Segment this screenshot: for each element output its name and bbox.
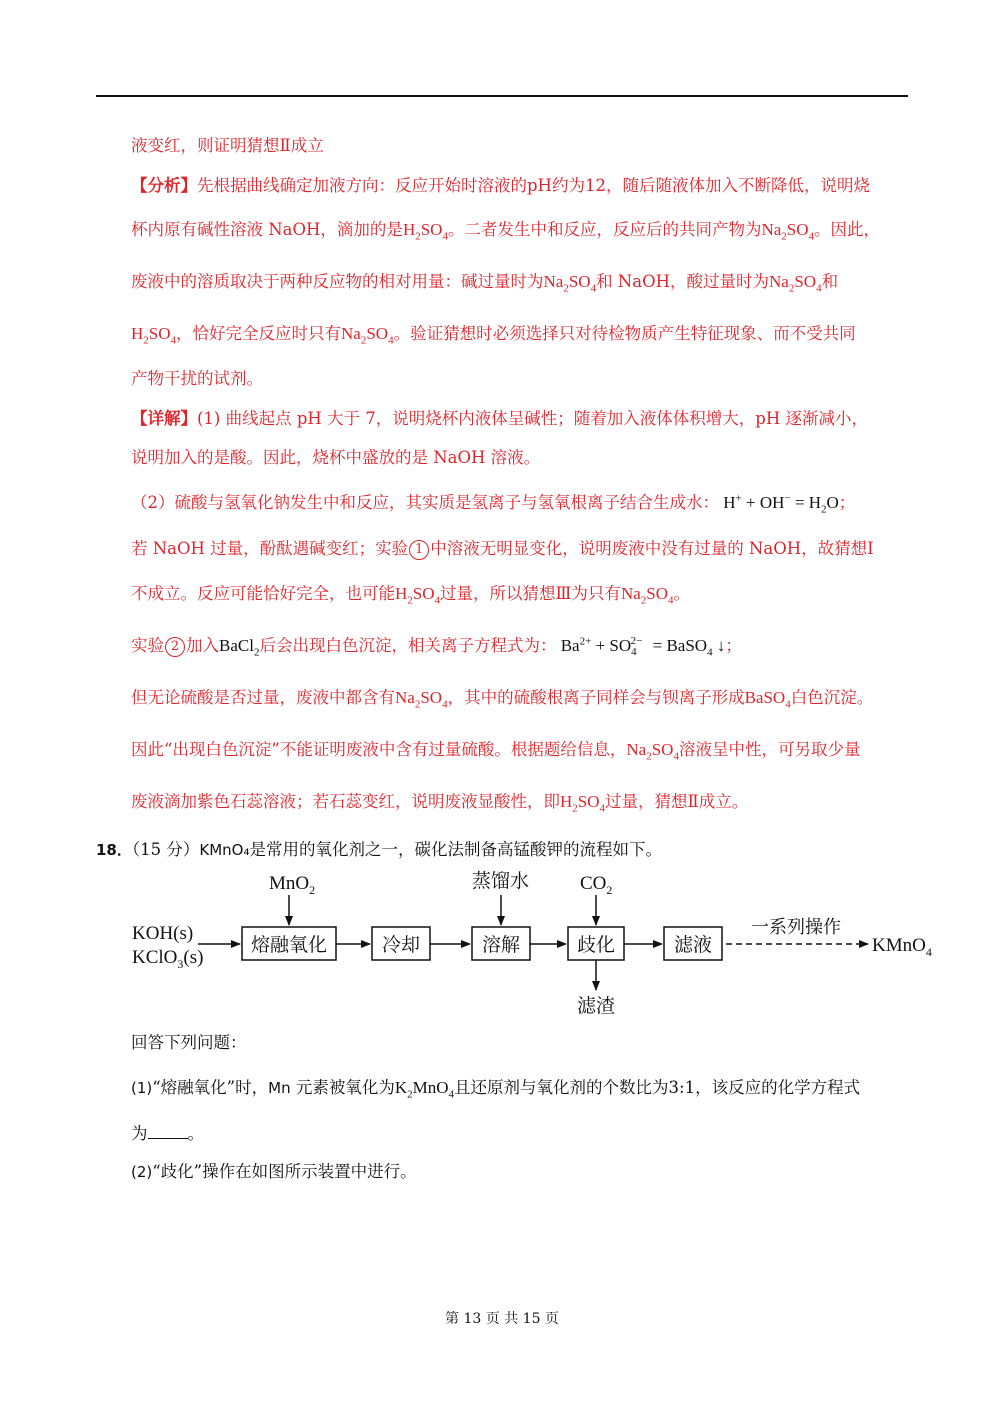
input-kclo3: KClO$_3$(s) bbox=[132, 947, 204, 971]
step-melt-oxidation: 熔融氧化 bbox=[250, 935, 328, 956]
step-cooling: 冷却 bbox=[381, 935, 421, 956]
detail-line-3: （2）硫酸与氢氧化钠发生中和反应，其实质是氢离子与氢氧根离子结合生成水： $H^+ + OH^- = H_2O$； bbox=[131, 492, 856, 516]
analysis-fx-line-1: 【分析】先根据曲线确定加液方向：反应开始时溶液的pH约为12，随后随液体加入不断降低，说明烧 bbox=[131, 176, 870, 195]
input-mno2: MnO$_2$ bbox=[269, 873, 316, 897]
page-footer: 第 13 页 共 15 页 bbox=[445, 1311, 559, 1327]
answer-prompt: 回答下列问题： bbox=[131, 1033, 247, 1052]
answer-blank[interactable] bbox=[148, 1124, 188, 1139]
detail-line-4: 若 NaOH 过量，酚酞遇碱变红；实验 1 中溶液无明显变化，说明废液中没有过量的 NaOH，故猜想Ⅰ bbox=[131, 539, 874, 558]
analysis-fx-line-4: $H_2SO_4$，恰好完全反应时只有$Na_2SO_4$。验证猜想时必须选择只对待检物质产生特征现象、而不受共同 bbox=[131, 324, 856, 347]
step-dissolve: 溶解 bbox=[481, 935, 521, 956]
input-distilled-water: 蒸馏水 bbox=[472, 871, 530, 892]
detail-tag: 【详解】 bbox=[131, 409, 197, 428]
detail-line-8: 因此“出现白色沉淀”不能证明废液中含有过量硫酸。根据题给信息，$Na_2SO_4$溶液呈中性，可另取少量 bbox=[131, 740, 861, 763]
question-part-1: (1)“熔融氧化”时，Mn 元素被氧化为$K_2MnO_4$且还原剂与氧化剂的个数比为3:1，该反应的化学方程式 bbox=[131, 1078, 861, 1101]
header-rule bbox=[96, 95, 908, 97]
analysis-line-1: 液变红，则证明猜想Ⅱ成立 bbox=[131, 136, 324, 155]
question-part-2: (2)“歧化”操作在如图所示装置中进行。 bbox=[131, 1162, 417, 1181]
analysis-fx-line-5: 产物干扰的试剂。 bbox=[131, 369, 263, 388]
detail-line-2: 说明加入的是酸。因此，烧杯中盛放的是 NaOH 溶液。 bbox=[131, 448, 541, 467]
detail-line-7: 但无论硫酸是否过量，废液中都含有$Na_2SO_4$，其中的硫酸根离子同样会与钡离子形成BaSO$_4$白色沉淀。 bbox=[131, 688, 874, 711]
analysis-fx-line-3: 废液中的溶质取决于两种反应物的相对用量：碱过量时为$Na_2SO_4$和 NaOH，酸过量时为$Na_2SO_4$和 bbox=[131, 272, 839, 295]
product-kmno4: KMnO$_4$ bbox=[872, 935, 932, 959]
step-disproportionation: 歧化 bbox=[576, 935, 616, 956]
analysis-fx-line-2: 杯内原有碱性溶液 NaOH，滴加的是$H_2SO_4$。二者发生中和反应，反应后的共同产物为$Na_2SO_4$。因此， bbox=[131, 220, 881, 243]
detail-line-5: 不成立。反应可能恰好完全，也可能$H_2SO_4$过量，所以猜想Ⅲ为只有$Na_2SO_4$。 bbox=[131, 584, 690, 607]
analysis-tag: 【分析】 bbox=[131, 176, 197, 195]
input-co2: $CO_2$ bbox=[580, 873, 613, 897]
detail-line-6: 实验 2 加入BaCl$_2$后会出现白色沉淀，相关离子方程式为： $Ba^{2+} + SO_4^{2-}$ = BaSO$_4$ ↓； bbox=[131, 635, 742, 659]
detail-line-9: 废液滴加紫色石蕊溶液；若石蕊变红，说明废液显酸性，即$H_2SO_4$过量，猜想Ⅱ成立。 bbox=[131, 792, 749, 815]
question-18-heading: 18．（15 分）KMnO₄是常用的氧化剂之一，碳化法制备高锰酸钾的流程如下。 bbox=[96, 840, 662, 859]
detail-line-1: 【详解】(1) 曲线起点 pH 大于 7，说明烧杯内液体呈碱性；随着加入液体体积增大，pH 逐渐减小， bbox=[131, 409, 868, 428]
process-flow-diagram bbox=[126, 864, 946, 1024]
circled-one: 1 bbox=[409, 540, 429, 560]
input-koh: KOH(s) bbox=[132, 923, 194, 944]
series-operations-label: 一系列操作 bbox=[751, 917, 841, 937]
output-filter-residue: 滤渣 bbox=[576, 996, 616, 1017]
step-filtrate: 滤液 bbox=[673, 935, 713, 956]
question-part-1-cont: 为 。 bbox=[131, 1124, 204, 1143]
circled-two: 2 bbox=[165, 637, 185, 657]
